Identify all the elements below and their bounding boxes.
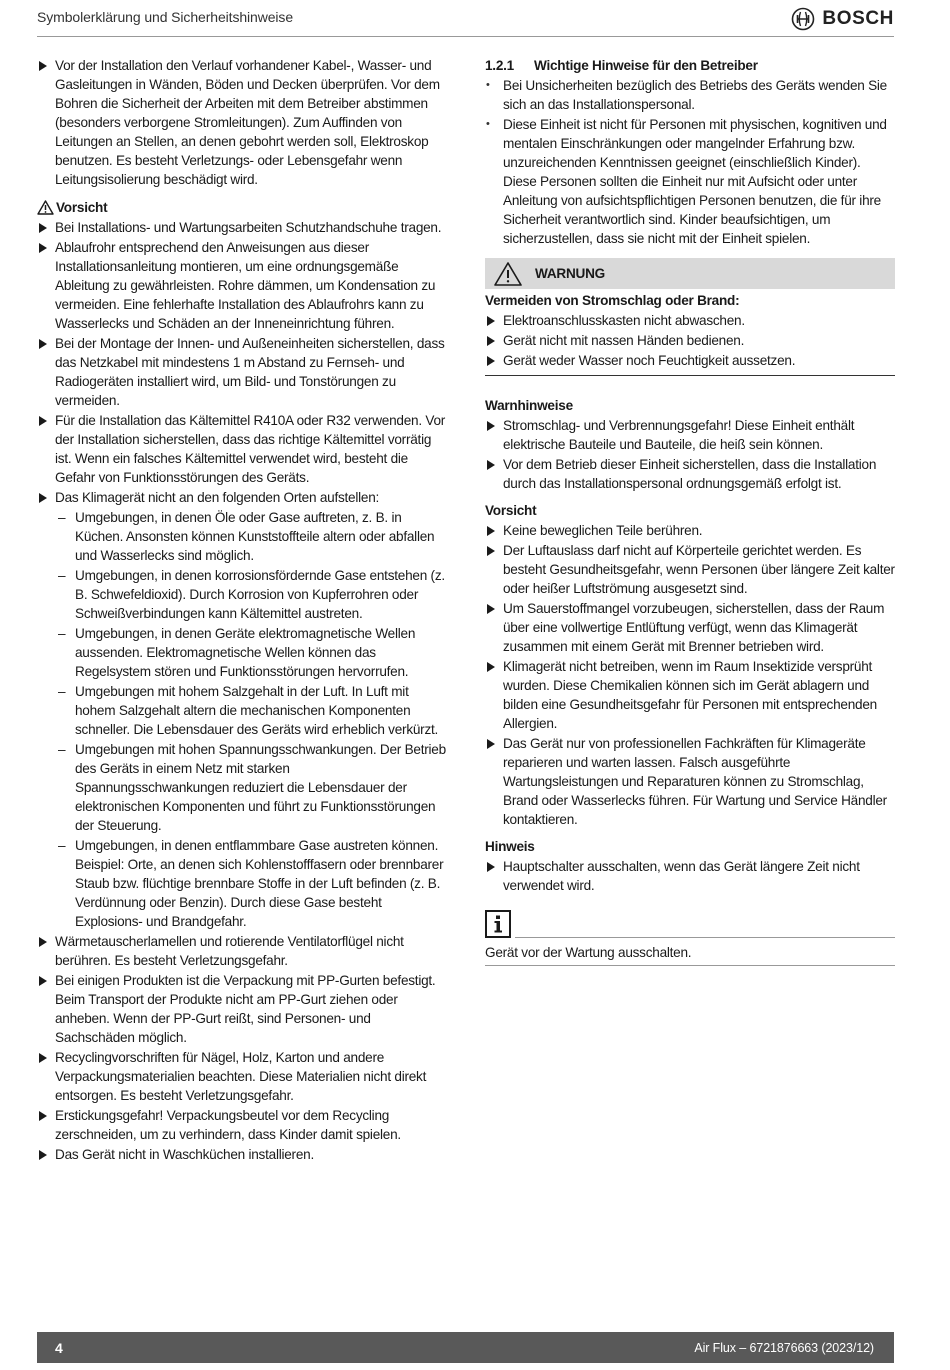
list-item: Vor der Installation den Verlauf vorhandener Kabel-, Wasser- und Gasleitungen in Wänden, Böden und Decken überprüfen. Vor dem Bohren die Sicherheit der Arbeiten mit dem Betreiber abstimmen (besonders verborgene Stromleitungen). Zum Auffinden von Leitungen an Stellen, an denen gebohrt werden soll, Elektroskop benutzen. Es besteht Verletzungs- oder Lebensgefahr wenn Leitungsisolierung beschädigt wird. bbox=[37, 56, 447, 189]
list-item: • Diese Einheit ist nicht für Personen mit physischen, kognitiven und mentalen Einschränkungen oder mangelnder Erfahrung bzw. unzureichenden Kenntnissen geeignet (einschließlich Kinder). Diese Personen sollten die Einheit nur mit Aufsicht oder unter Anleitung von aufsichtspflichtigen Personen benutzen, die für ihre Sicherheit verantwortlich sind. Kinder beaufsichtigen, um sicherzustellen, dass sie nicht mit der Einheit spielen. bbox=[485, 115, 895, 248]
list-item bbox=[37, 488, 447, 931]
list-item: Gerät nicht mit nassen Händen bedienen. bbox=[485, 331, 895, 350]
info-icon bbox=[485, 910, 511, 938]
list-item: Recyclingvorschriften für Nägel, Holz, Karton und andere Verpackungsmaterialien beachten. Diese Materialien nicht direkt entsorgen. Es besteht Verletzungsgefahr. bbox=[37, 1048, 447, 1105]
warning-triangle-icon bbox=[37, 200, 54, 215]
info-text: Gerät vor der Wartung ausschalten. bbox=[485, 938, 895, 966]
bosch-armature-icon bbox=[791, 7, 815, 31]
info-divider bbox=[515, 937, 895, 938]
header-divider bbox=[37, 36, 894, 37]
page-footer bbox=[37, 1332, 894, 1363]
warnhinweise-heading: Warnhinweise bbox=[485, 398, 573, 413]
list-item: Keine beweglichen Teile berühren. bbox=[485, 521, 895, 540]
info-glyph bbox=[493, 915, 503, 933]
list-item: • Bei Unsicherheiten bezüglich des Betriebs des Geräts wenden Sie sich an das Installationspersonal. bbox=[485, 76, 895, 114]
section-title: Wichtige Hinweise für den Betreiber bbox=[533, 58, 758, 73]
list-item: Hauptschalter ausschalten, wenn das Gerät längere Zeit nicht verwendet wird. bbox=[485, 857, 895, 895]
right-column bbox=[485, 56, 895, 966]
places-list bbox=[55, 508, 447, 931]
list-item: Für die Installation das Kältemittel R410A oder R32 verwenden. Vor der Installation sicherstellen, dass das richtige Kältemittel vorrätig ist. Wenn ein falsches Kältemittel verwendet wird, besteht die Gefahr von Funktionsstörungen des Geräts. bbox=[37, 411, 447, 487]
list-item: Ablaufrohr entsprechend den Anweisungen aus dieser Installationsanleitung montieren, um eine ordnungsgemäße Ableitung zu gewährleisten. Rohre dämmen, um Kondensation zu vermeiden. Eine fehlerhafte Installation des Ablaufrohrs kann zu Wasserlecks und Schäden an der Inneneinrichtung führen. bbox=[37, 238, 447, 333]
intro-list bbox=[37, 56, 447, 189]
list-item: Um Sauerstoffmangel vorzubeugen, sicherstellen, dass der Raum über eine vollwertige Entlüftung verfügt, wenn das Klimagerät zusammen mit einem Gerät mit Brenner betrieben wird. bbox=[485, 599, 895, 656]
caution-list bbox=[37, 218, 447, 1164]
document-reference: Air Flux – 6721876663 (2023/12) bbox=[694, 1340, 874, 1355]
list-item: Klimagerät nicht betreiben, wenn im Raum Insektizide versprüht wurden. Diese Chemikalien können sich im Gerät ablagern und bilden eine Gesundheitsgefahr für Personen mit entsprechenden Allergien. bbox=[485, 657, 895, 733]
list-item: Bei der Montage der Innen- und Außeneinheiten sicherstellen, dass das Netzkabel mit mindestens 1 m Abstand zu Fernseh- und Radiogeräten installiert wird, um Bild- und Tonstörungen zu vermeiden. bbox=[37, 334, 447, 410]
brand-logo bbox=[791, 7, 894, 31]
hinweis-list bbox=[485, 857, 895, 895]
caution-heading bbox=[37, 198, 447, 217]
list-item: – Umgebungen, in denen Geräte elektromagnetische Wellen aussenden. Elektromagnetische Wellen können das Regelsystem stören und Funktionsstörungen hervorrufen. bbox=[55, 624, 447, 681]
page-header-title: Symbolerklärung und Sicherheitshinweise bbox=[37, 9, 294, 25]
info-note bbox=[485, 910, 895, 938]
list-item: Das Gerät nicht in Waschküchen installieren. bbox=[37, 1145, 447, 1164]
warnhinweise-list bbox=[485, 416, 895, 493]
list-item: Gerät weder Wasser noch Feuchtigkeit aussetzen. bbox=[485, 351, 895, 370]
warning-label: WARNUNG bbox=[535, 266, 605, 281]
operator-notes-list bbox=[485, 76, 895, 248]
list-item: Stromschlag- und Verbrennungsgefahr! Diese Einheit enthält elektrische Bauteile und Bauteile, die heiß sein können. bbox=[485, 416, 895, 454]
vorsicht-list bbox=[485, 521, 895, 829]
warning-heading: Vermeiden von Stromschlag oder Brand: bbox=[485, 293, 740, 308]
list-item: Erstickungsgefahr! Verpackungsbeutel vor dem Recycling zerschneiden, um zu verhindern, dass Kinder damit spielen. bbox=[37, 1106, 447, 1144]
caution-heading-label: Vorsicht bbox=[56, 200, 108, 215]
warning-end-rule bbox=[485, 375, 895, 376]
page-number: 4 bbox=[55, 1339, 63, 1356]
warning-banner bbox=[485, 258, 895, 289]
places-intro: Das Klimagerät nicht an den folgenden Orten aufstellen: bbox=[55, 490, 380, 505]
list-item: Bei einigen Produkten ist die Verpackung mit PP-Gurten befestigt. Beim Transport der Produkte nicht am PP-Gurt ziehen oder anheben. Wenn der PP-Gurt reißt, sind Personen- und Sachschäden möglich. bbox=[37, 971, 447, 1047]
list-item: Wärmetauscherlamellen und rotierende Ventilatorflügel nicht berühren. Es besteht Verletzungsgefahr. bbox=[37, 932, 447, 970]
list-item: Bei Installations- und Wartungsarbeiten Schutzhandschuhe tragen. bbox=[37, 218, 447, 237]
list-item: – Umgebungen, in denen Öle oder Gase auftreten, z. B. in Küchen. Ansonsten können Kunststoffteile altern oder abfallen und Wasserlecks sind möglich. bbox=[55, 508, 447, 565]
list-item: Vor dem Betrieb dieser Einheit sicherstellen, dass die Installation durch das Installationspersonal ordnungsgemäß erfolgt ist. bbox=[485, 455, 895, 493]
warning-list bbox=[485, 311, 895, 370]
section-heading bbox=[485, 56, 895, 75]
list-item: – Umgebungen mit hohen Spannungsschwankungen. Der Betrieb des Geräts in einem Netz mit starken Spannungsschwankungen reduziert die Lebensdauer der elektronischen Komponenten und führt zu Funktionsstörungen der Steuerung. bbox=[55, 740, 447, 835]
brand-name: BOSCH bbox=[822, 8, 894, 29]
list-item: Elektroanschlusskasten nicht abwaschen. bbox=[485, 311, 895, 330]
list-item: Das Gerät nur von professionellen Fachkräften für Klimageräte reparieren und warten lassen. Falsch ausgeführte Wartungsleistungen und Reparaturen können zu Stromschlag, Brand oder Wasserlecks führen. Für Wartung und Service Händler kontaktieren. bbox=[485, 734, 895, 829]
left-column bbox=[37, 56, 447, 1165]
vorsicht-heading: Vorsicht bbox=[485, 503, 537, 518]
section-number: 1.2.1 bbox=[485, 58, 514, 73]
list-item: – Umgebungen, in denen entflammbare Gase austreten können. Beispiel: Orte, an denen sich Kohlenstofffasern oder brennbarer Staub bzw. flüchtige brennbare Stoffe in der Luft befinden (z. B. Verdünnung oder Benzin). Durch diese Gase besteht Explosions- und Brandgefahr. bbox=[55, 836, 447, 931]
list-item: Der Luftauslass darf nicht auf Körperteile gerichtet werden. Es besteht Gesundheitsgefahr, wenn Personen über längere Zeit kalter oder heißer Luftströmung ausgesetzt sind. bbox=[485, 541, 895, 598]
hinweis-heading: Hinweis bbox=[485, 839, 535, 854]
list-item: – Umgebungen mit hohem Salzgehalt in der Luft. In Luft mit hohem Salzgehalt altern die mechanischen Komponenten schneller. Die Lebensdauer des Geräts wird erheblich verkürzt. bbox=[55, 682, 447, 739]
warning-triangle-icon bbox=[493, 261, 523, 287]
list-item: – Umgebungen, in denen korrosionsfördernde Gase entstehen (z. B. Schwefeldioxid). Durch Korrosion von Kupferrohren oder Schweißverbindungen kann Kältemittel austreten. bbox=[55, 566, 447, 623]
